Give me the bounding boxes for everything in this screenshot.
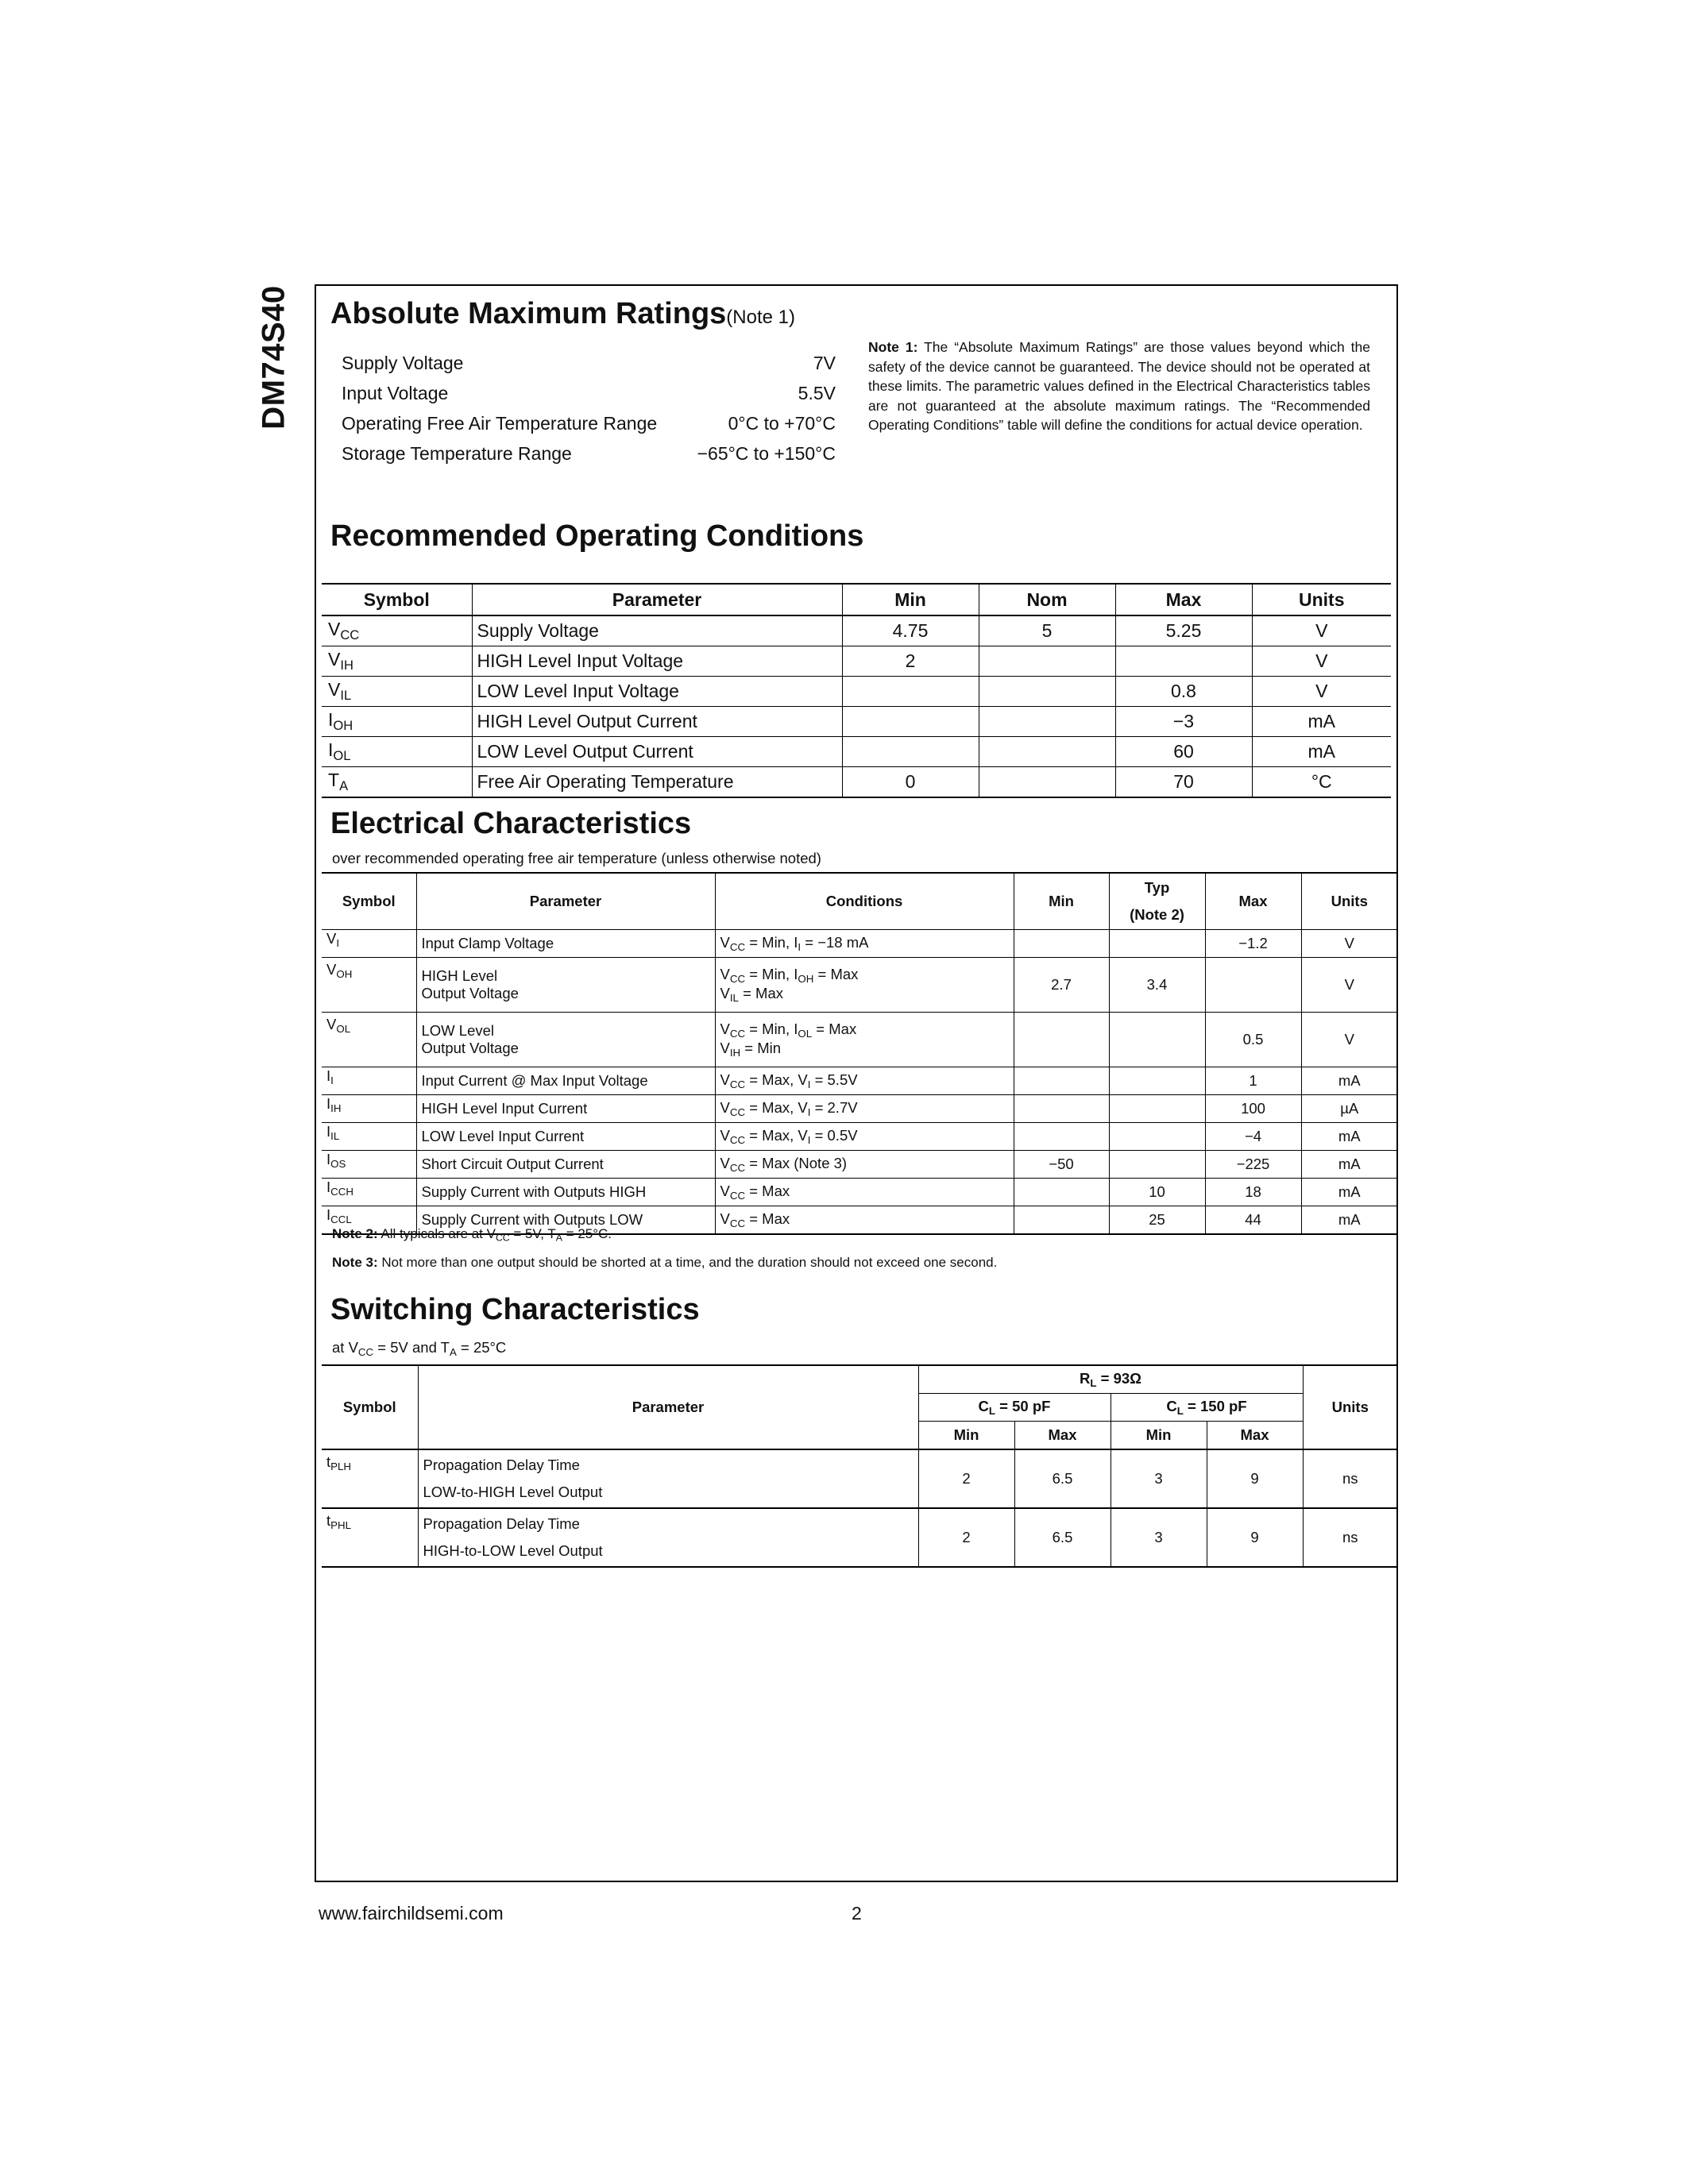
min-cell: 0: [842, 767, 979, 798]
nom-cell: [979, 677, 1115, 707]
table-row: [322, 677, 1391, 707]
symbol-cell: $V_{OL}$: [322, 1013, 416, 1067]
col-min: Min: [1111, 1422, 1207, 1450]
max-cell: 70: [1115, 767, 1252, 798]
conditions-cell: $V_{CC}$ = Max, $V_I = 2.7V$: [715, 1095, 1014, 1123]
col-min: Min: [918, 1422, 1014, 1450]
min-cell: [1014, 1095, 1109, 1123]
footer-url: www.fairchildsemi.com: [319, 1903, 504, 1924]
recommended-operating-conditions-heading: Recommended Operating Conditions: [330, 519, 864, 553]
symbol-cell: $V_{CC}$: [322, 615, 472, 646]
col-units: Units: [1252, 584, 1391, 615]
rating-row: Storage Temperature Range −65°C to +150°C: [342, 443, 836, 464]
col-nom: Nom: [979, 584, 1115, 615]
col-symbol: Symbol: [322, 873, 416, 930]
symbol-cell: $T_A$: [322, 767, 472, 798]
parameter-cell: HIGH Level Input Voltage: [472, 646, 842, 677]
max-cell: [1205, 958, 1301, 1013]
units-cell: ns: [1303, 1449, 1397, 1508]
units-cell: V: [1252, 677, 1391, 707]
col-symbol: Symbol: [322, 1365, 418, 1449]
units-cell: V: [1301, 958, 1397, 1013]
switching-characteristics-subtitle: at $V_{CC} = 5V$ and $T_A = 25^\circ C$: [332, 1339, 507, 1358]
parameter-cell: Supply Current with Outputs HIGH: [416, 1179, 715, 1206]
max-cell: 0.5: [1205, 1013, 1301, 1067]
parameter-cell: Input Clamp Voltage: [416, 930, 715, 958]
conditions-cell: $V_{CC}$ = Min, $I_I = -18$ mA: [715, 930, 1014, 958]
max-cell: 18: [1205, 1179, 1301, 1206]
nom-cell: [979, 707, 1115, 737]
parameter-cell: LOW Level Output Current: [472, 737, 842, 767]
table-row: [322, 1095, 1397, 1123]
table-header-row: [322, 584, 1391, 615]
max-cell: 60: [1115, 737, 1252, 767]
page-number: 2: [852, 1903, 862, 1924]
conditions-cell: $V_{CC}$ = Min, $I_{OH}$ = Max $V_{IL}$ = Max: [715, 958, 1014, 1013]
note3: Note 3: Not more than one output should be shorted at a time, and the duration should not exceed one second.: [332, 1255, 998, 1270]
col-conditions: Conditions: [715, 873, 1014, 930]
table-header-row: [322, 873, 1397, 930]
typ-cell: 10: [1109, 1179, 1205, 1206]
symbol-cell: $V_I$: [322, 930, 416, 958]
parameter-cell: Supply Current with Outputs LOW: [416, 1206, 715, 1235]
units-cell: V: [1252, 646, 1391, 677]
col-units: Units: [1303, 1365, 1397, 1449]
absolute-max-ratings-heading: Absolute Maximum Ratings(Note 1): [330, 297, 795, 330]
units-cell: mA: [1252, 707, 1391, 737]
max-cell: 44: [1205, 1206, 1301, 1235]
col-typ: Typ (Note 2): [1109, 873, 1205, 930]
min-cell: [1014, 1206, 1109, 1235]
col-max: Max: [1014, 1422, 1111, 1450]
symbol-cell: $I_I$: [322, 1067, 416, 1095]
symbol-cell: $I_{CCL}$: [322, 1206, 416, 1235]
table-row: [322, 958, 1397, 1013]
symbol-cell: $I_{OL}$: [322, 737, 472, 767]
max-50pf-cell: 6.5: [1014, 1508, 1111, 1567]
col-cl-50pf: $C_L = 50$ pF: [918, 1394, 1111, 1422]
parameter-cell: HIGH Level Output Voltage: [416, 958, 715, 1013]
max-cell: 100: [1205, 1095, 1301, 1123]
units-cell: mA: [1301, 1123, 1397, 1151]
units-cell: mA: [1301, 1179, 1397, 1206]
max-cell: 1: [1205, 1067, 1301, 1095]
min-cell: [1014, 1179, 1109, 1206]
symbol-cell: $V_{OH}$: [322, 958, 416, 1013]
symbol-cell: $V_{IH}$: [322, 646, 472, 677]
part-number-vertical-title: DM74S40: [256, 285, 292, 430]
table-header-row: [322, 1365, 1397, 1394]
min-150pf-cell: 3: [1111, 1449, 1207, 1508]
table-row: [322, 615, 1391, 646]
parameter-cell: Supply Voltage: [472, 615, 842, 646]
table-row: [322, 1179, 1397, 1206]
switching-characteristics-table: [322, 1364, 1397, 1568]
table-row: [322, 930, 1397, 958]
table-row: [322, 1151, 1397, 1179]
typ-cell: 25: [1109, 1206, 1205, 1235]
max-cell: −3: [1115, 707, 1252, 737]
switching-characteristics-heading: Switching Characteristics: [330, 1293, 700, 1326]
min-cell: −50: [1014, 1151, 1109, 1179]
col-rl: $R_L = 93\Omega$: [918, 1365, 1303, 1394]
parameter-cell: LOW Level Output Voltage: [416, 1013, 715, 1067]
absolute-max-ratings-list: [342, 348, 836, 469]
typ-cell: 3.4: [1109, 958, 1205, 1013]
note1-text: Note 1: The “Absolute Maximum Ratings” are those values beyond which the safety of the device cannot be guaranteed. The device should not be operated at these limits. The parametric values defined in the Electrical Characteristics tables are not guaranteed at the absolute maximum ratings. The “Recommended Operating Conditions” table will define the conditions for actual device operation.: [868, 339, 1371, 433]
symbol-cell: $I_{CCH}$: [322, 1179, 416, 1206]
units-cell: µA: [1301, 1095, 1397, 1123]
symbol-cell: $V_{IL}$: [322, 677, 472, 707]
min-cell: [1014, 1123, 1109, 1151]
parameter-cell: HIGH Level Input Current: [416, 1095, 715, 1123]
max-cell: −4: [1205, 1123, 1301, 1151]
col-max: Max: [1207, 1422, 1303, 1450]
col-parameter: Parameter: [418, 1365, 918, 1449]
parameter-cell: Propagation Delay Time HIGH-to-LOW Level Output: [418, 1508, 918, 1567]
units-cell: V: [1301, 930, 1397, 958]
table-row: [322, 1067, 1397, 1095]
typ-cell: [1109, 1095, 1205, 1123]
typ-cell: [1109, 1151, 1205, 1179]
max-150pf-cell: 9: [1207, 1508, 1303, 1567]
symbol-cell: $I_{OH}$: [322, 707, 472, 737]
max-cell: [1115, 646, 1252, 677]
parameter-cell: Propagation Delay Time LOW-to-HIGH Level Output: [418, 1449, 918, 1508]
min-cell: [842, 707, 979, 737]
conditions-cell: $V_{CC}$ = Max, $V_I = 0.5V$: [715, 1123, 1014, 1151]
nom-cell: [979, 646, 1115, 677]
max-cell: 5.25: [1115, 615, 1252, 646]
min-cell: [842, 677, 979, 707]
units-cell: ns: [1303, 1508, 1397, 1567]
table-row: [322, 1123, 1397, 1151]
symbol-cell: $I_{IH}$: [322, 1095, 416, 1123]
col-max: Max: [1205, 873, 1301, 930]
nom-cell: [979, 737, 1115, 767]
min-50pf-cell: 2: [918, 1508, 1014, 1567]
typ-cell: [1109, 1123, 1205, 1151]
col-parameter: Parameter: [472, 584, 842, 615]
units-cell: V: [1301, 1013, 1397, 1067]
symbol-cell: $t_{PHL}$: [322, 1508, 418, 1567]
table-row: [322, 1449, 1397, 1508]
parameter-cell: LOW Level Input Current: [416, 1123, 715, 1151]
units-cell: mA: [1301, 1151, 1397, 1179]
max-50pf-cell: 6.5: [1014, 1449, 1111, 1508]
parameter-cell: Input Current @ Max Input Voltage: [416, 1067, 715, 1095]
conditions-cell: $V_{CC}$ = Max: [715, 1179, 1014, 1206]
nom-cell: [979, 767, 1115, 798]
max-cell: 0.8: [1115, 677, 1252, 707]
max-150pf-cell: 9: [1207, 1449, 1303, 1508]
min-cell: [1014, 930, 1109, 958]
col-symbol: Symbol: [322, 584, 472, 615]
nom-cell: 5: [979, 615, 1115, 646]
typ-cell: [1109, 1067, 1205, 1095]
symbol-cell: $I_{OS}$: [322, 1151, 416, 1179]
electrical-characteristics-table: [322, 872, 1397, 1235]
units-cell: V: [1252, 615, 1391, 646]
min-150pf-cell: 3: [1111, 1508, 1207, 1567]
units-cell: °C: [1252, 767, 1391, 798]
table-row: [322, 707, 1391, 737]
parameter-cell: LOW Level Input Voltage: [472, 677, 842, 707]
col-min: Min: [842, 584, 979, 615]
min-cell: [842, 737, 979, 767]
min-50pf-cell: 2: [918, 1449, 1014, 1508]
min-cell: [1014, 1067, 1109, 1095]
note2: Note 2: All typicals are at $V_{CC} = 5V$, $T_A = 25^\circ C$.: [332, 1226, 612, 1244]
max-cell: −1.2: [1205, 930, 1301, 958]
rating-row: Input Voltage 5.5V: [342, 383, 836, 403]
rating-row: Supply Voltage 7V: [342, 353, 836, 373]
typ-cell: [1109, 930, 1205, 958]
units-cell: mA: [1252, 737, 1391, 767]
symbol-cell: $I_{IL}$: [322, 1123, 416, 1151]
recommended-operating-conditions-table: [322, 583, 1391, 798]
conditions-cell: $V_{CC}$ = Max: [715, 1206, 1014, 1235]
parameter-cell: Short Circuit Output Current: [416, 1151, 715, 1179]
col-cl-150pf: $C_L = 150$ pF: [1111, 1394, 1303, 1422]
conditions-cell: $V_{CC}$ = Max (Note 3): [715, 1151, 1014, 1179]
table-row: [322, 767, 1391, 798]
table-row: [322, 646, 1391, 677]
table-row: [322, 1013, 1397, 1067]
symbol-cell: $t_{PLH}$: [322, 1449, 418, 1508]
electrical-characteristics-heading: Electrical Characteristics: [330, 807, 692, 840]
conditions-cell: $V_{CC}$ = Max, $V_I = 5.5V$: [715, 1067, 1014, 1095]
col-units: Units: [1301, 873, 1397, 930]
electrical-characteristics-subtitle: over recommended operating free air temperature (unless otherwise noted): [332, 850, 821, 866]
min-cell: [1014, 1013, 1109, 1067]
col-parameter: Parameter: [416, 873, 715, 930]
table-row: [322, 737, 1391, 767]
typ-cell: [1109, 1013, 1205, 1067]
max-cell: −225: [1205, 1151, 1301, 1179]
col-max: Max: [1115, 584, 1252, 615]
conditions-cell: $V_{CC}$ = Min, $I_{OL}$ = Max $V_{IH}$ = Min: [715, 1013, 1014, 1067]
parameter-cell: HIGH Level Output Current: [472, 707, 842, 737]
note1-reference: (Note 1): [726, 307, 795, 328]
table-row: [322, 1508, 1397, 1567]
min-cell: 2: [842, 646, 979, 677]
min-cell: 2.7: [1014, 958, 1109, 1013]
min-cell: 4.75: [842, 615, 979, 646]
col-min: Min: [1014, 873, 1109, 930]
parameter-cell: Free Air Operating Temperature: [472, 767, 842, 798]
rating-row: Operating Free Air Temperature Range 0°C to +70°C: [342, 413, 836, 434]
units-cell: mA: [1301, 1206, 1397, 1235]
units-cell: mA: [1301, 1067, 1397, 1095]
